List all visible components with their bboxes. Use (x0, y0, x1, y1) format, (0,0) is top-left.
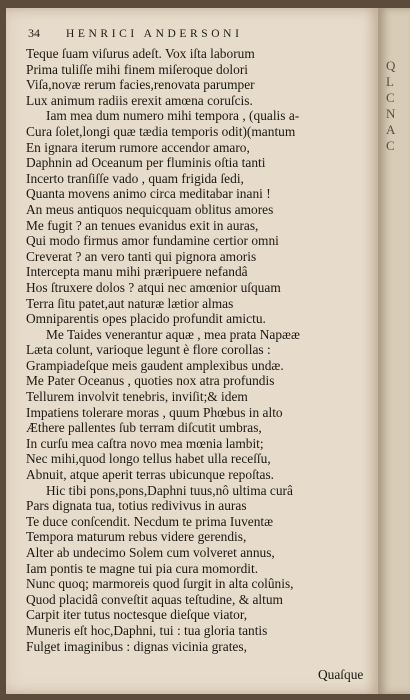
poem-line: Prima tuliſſe mihi finem miſeroque dolori (26, 61, 249, 77)
page-number: 34 (28, 26, 40, 40)
poem-line: Grampiadeſque meis gaudent amplexibus undæ. (26, 357, 284, 373)
poem-line: Teque ſuam viſurus adeſt. Vox iſta laborum (26, 46, 255, 61)
poem-line: Terra ſitu patet,aut naturæ lætior almas (26, 295, 234, 311)
poem-line: Nunc quoq; marmoreis quod ſurgit in alta colûnis, (26, 576, 294, 592)
poem-line: Viſa,novæ rerum facies,renovata parumper (26, 77, 255, 93)
poem-line: Omniparentis opes placido profundit amictu. (26, 311, 266, 327)
poem-line: Quanta movens animo circa meditabar inani ! (26, 186, 271, 202)
poem-line: Æthere pallentes ſub terram diſcutit umbras, (26, 420, 262, 436)
poem-line: Nec mihi,quod longo tellus habet ulla receſſu, (26, 451, 271, 467)
catchword: Quaſque (318, 667, 364, 682)
page-header (28, 26, 364, 44)
poem-line: Fulget imaginibus : dignas vicinia grates, (26, 638, 247, 654)
facing-page-letter: A (386, 122, 396, 137)
poem-line: Abnuit, atque aperit terras ubicunque repoſtas. (26, 467, 275, 483)
poem-line: Quod placidâ conveſtit aquas teſtudine, & altum (26, 591, 283, 607)
poem-line: Muneris eſt hoc,Daphni, tui : tua gloria tantis (26, 622, 268, 638)
facing-page-letter: N (386, 106, 396, 121)
poem-line: Carpit iter tutus noctesque dieſque viator, (26, 607, 248, 623)
poem-line: Creverat ? an vero tanti qui pignora amoris (26, 248, 257, 264)
poem-line: Iam mea dum numero mihi tempora , (qualis a- (46, 108, 300, 124)
poem-line: Alter ab undecimo Solem cum volveret annus, (26, 545, 275, 560)
facing-page-letter: Q (386, 58, 396, 73)
facing-page-edge (378, 8, 410, 694)
poem-line: Me Taides venerantur aquæ , mea prata Napææ (46, 326, 300, 342)
poem-line: An meus antiquos nequicquam oblitus amores (26, 201, 274, 217)
poem-line: Lux animum radiis erexit amœna coruſcis. (26, 92, 253, 108)
poem-line: Iam pontis te magne tui pia cura momordit. (26, 560, 259, 576)
poem-line: Intercepta manu mihi præripuere nefandâ (26, 264, 248, 280)
poem-line: Tellurem involvit tenebris, inviſit;& idem (26, 389, 248, 405)
poem-line: Impatiens tolerare moras , quum Phœbus in alto (26, 404, 283, 420)
facing-page-letters (386, 58, 395, 154)
poem-line: Me Pater Oceanus , quoties nox atra profundis (26, 373, 275, 389)
poem-line: Me fugit ? an tenues evanidus exit in auras, (26, 217, 259, 233)
poem-line: Cura ſolet,longi quæ tædia temporis odit)(mantum (26, 123, 296, 139)
poem-line: Tempora maturum rebus videre gerendis, (26, 529, 247, 545)
poem-text (26, 46, 372, 654)
poem-line: In curſu mea caſtra novo mea mœnia lambit; (26, 435, 264, 451)
poem-line: Læta colunt, varioque legunt è flore corollas : (26, 342, 271, 358)
facing-page-letter: L (386, 74, 394, 89)
poem-line: Te duce conſcendit. Necdum te prima Iuventæ (26, 513, 274, 529)
poem-line: Qui modo firmus amor fundamine certior omni (26, 233, 279, 249)
poem-line: En ignara iterum rumore accendor amaro, (26, 139, 250, 155)
facing-page-letter: C (386, 138, 395, 153)
facing-page-letter: C (386, 90, 395, 105)
poem-line: Pars dignata tua, totius redivivus in auras (26, 498, 247, 514)
poem-line: Hic tibi pons,pons,Daphni tuus,nô ultima curâ (46, 482, 293, 498)
poem-line: Daphnin ad Oceanum per fluminis oſtia tanti (26, 155, 266, 171)
running-head: HENRICI ANDERSONI (66, 28, 243, 40)
book-page (6, 8, 378, 694)
poem-line: Incerto tranſiſſe vado , quam frigida ſedi, (26, 170, 244, 186)
poem-line: Hos ſtruxere dolos ? atqui nec amœnior uſquam (26, 279, 281, 295)
